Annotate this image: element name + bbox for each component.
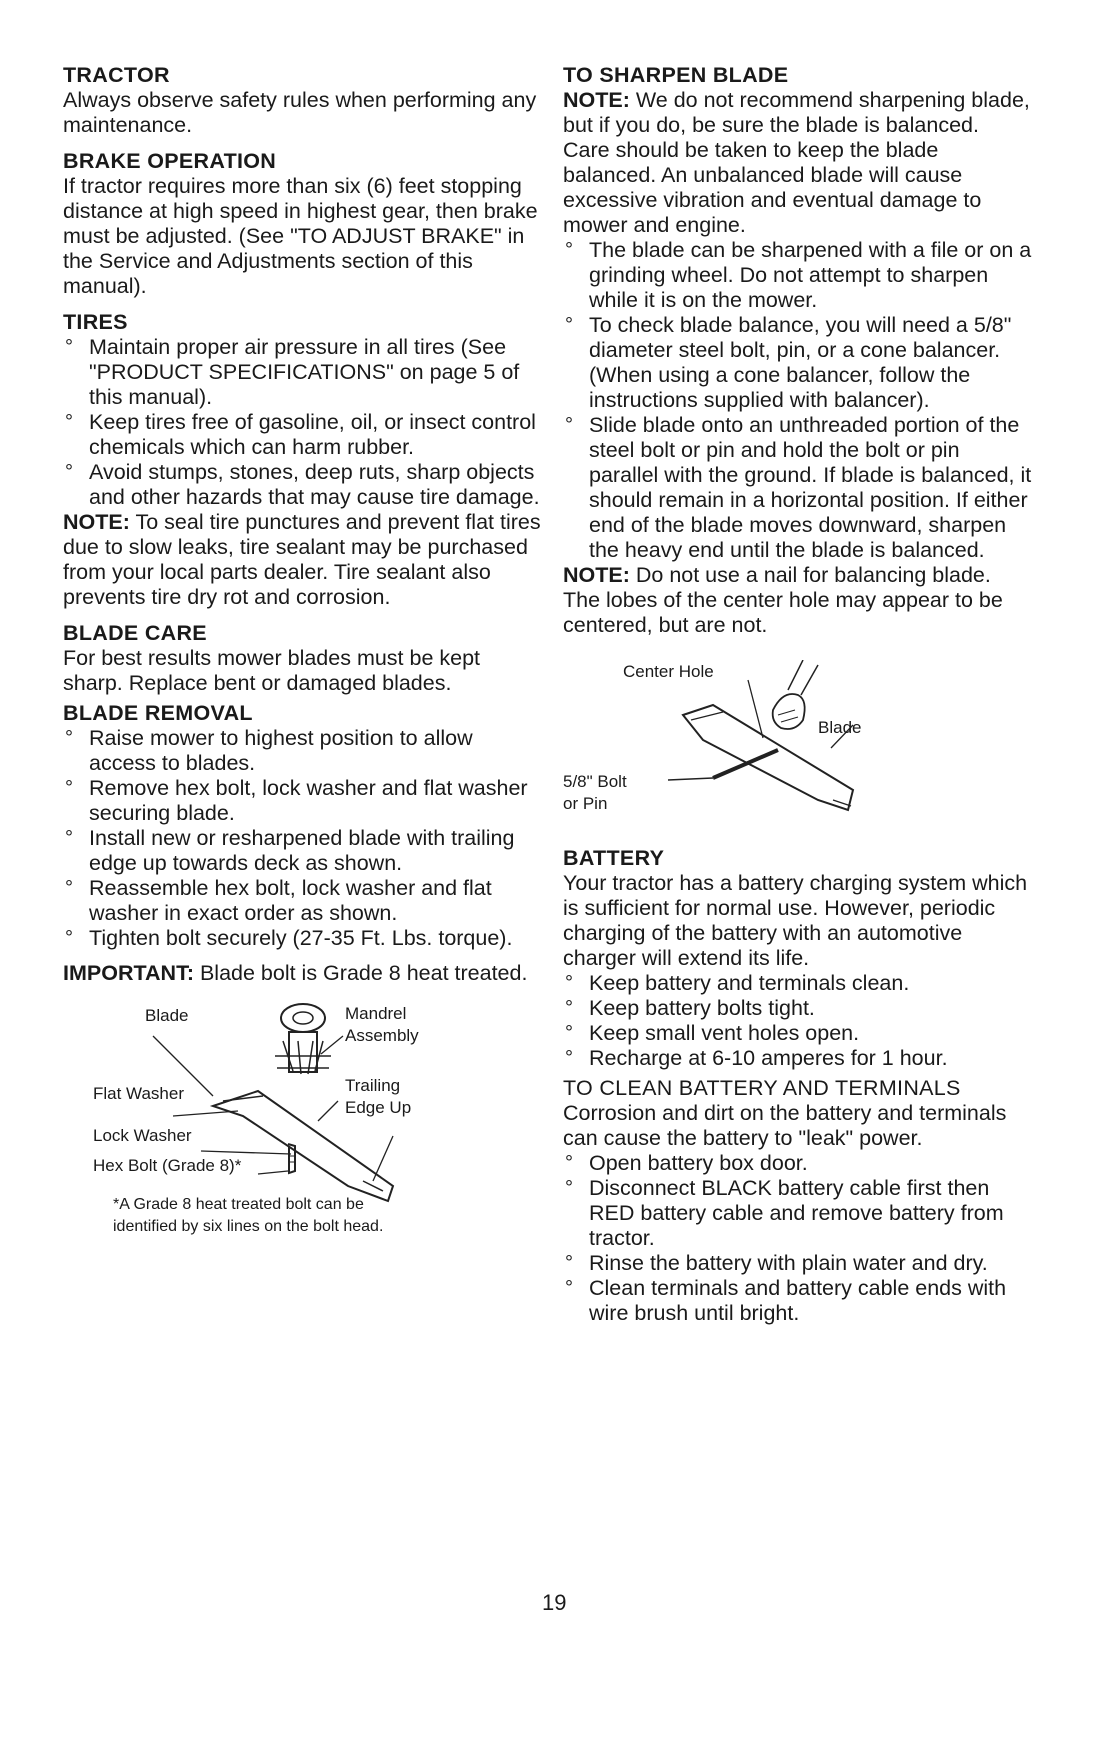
page-number: 19	[542, 1590, 567, 1615]
sharpen-text: Care should be taken to keep the blade balanced. An unbalanced blade will cause excessive vibration and eventual damage to mower and engine.	[563, 138, 982, 237]
list-item: ° The blade can be sharpened with a file or on a grinding wheel. Do not attempt to sharpen while it is on the mower.	[563, 238, 1033, 313]
list-item: ° Reassemble hex bolt, lock washer and flat washer in exact order as shown.	[63, 876, 543, 926]
heading-battery: BATTERY	[563, 846, 665, 870]
tractor-text: Always observe safety rules when performing any maintenance.	[63, 88, 537, 137]
list-item: ° Clean terminals and battery cable ends with wire brush until bright.	[563, 1276, 1033, 1326]
note-text: We do not recommend sharpening blade, but if you do, be sure the blade is balanced.	[563, 88, 1030, 137]
label-bolt: 5/8" Bolt	[563, 772, 627, 791]
caption-line-1: *A Grade 8 heat treated bolt can be	[113, 1196, 364, 1213]
section-tractor	[63, 62, 543, 138]
label-hex-bolt: Hex Bolt (Grade 8)*	[93, 1156, 242, 1175]
list-item: ° Rinse the battery with plain water and dry.	[563, 1251, 1033, 1276]
note-text: Do not use a nail for balancing blade. The lobes of the center hole may appear to be centered, but are not.	[563, 563, 1003, 637]
section-sharpen-blade	[563, 62, 1033, 638]
label-blade: Blade	[145, 1006, 189, 1025]
list-item: ° Recharge at 6-10 amperes for 1 hour.	[563, 1046, 1033, 1071]
section-blade-care	[63, 620, 543, 696]
left-column	[63, 62, 543, 1246]
label-assembly: Assembly	[345, 1026, 419, 1045]
section-brake-operation	[63, 148, 543, 299]
blade-assembly-figure	[63, 996, 543, 1246]
list-item: ° Avoid stumps, stones, deep ruts, sharp objects and other hazards that may cause tire damage.	[63, 460, 543, 510]
brake-text: If tractor requires more than six (6) feet stopping distance at high speed in highest gear, then brake must be adjusted. (See "TO ADJUST BRAKE" in the Service and Adjustments section of this manual).	[63, 174, 538, 298]
list-item: ° Remove hex bolt, lock washer and flat washer securing blade.	[63, 776, 543, 826]
tires-note	[63, 510, 543, 610]
list-item: ° Install new or resharpened blade with trailing edge up towards deck as shown.	[63, 826, 543, 876]
right-column	[563, 62, 1033, 1326]
list-item: ° Tighten bolt securely (27-35 Ft. Lbs. torque).	[63, 926, 543, 951]
heading-blade-removal: BLADE REMOVAL	[63, 701, 253, 725]
battery-text: Your tractor has a battery charging system which is sufficient for normal use. However, periodic charging of the battery with an automotive charger will extend its life.	[563, 871, 1028, 970]
clean-text: Corrosion and dirt on the battery and terminals can cause the battery to "leak" power.	[563, 1101, 1007, 1150]
label-edge-up: Edge Up	[345, 1098, 412, 1117]
list-item: ° Keep tires free of gasoline, oil, or insect control chemicals which can harm rubber.	[63, 410, 543, 460]
heading-clean-battery: TO CLEAN BATTERY AND TERMINALS	[563, 1076, 961, 1100]
list-item: ° Disconnect BLACK battery cable first then RED battery cable and remove battery from tractor.	[563, 1176, 1033, 1251]
blade-removal-list	[63, 726, 543, 951]
note-label: NOTE:	[563, 563, 630, 587]
list-item: ° Slide blade onto an unthreaded portion of the steel bolt or pin and hold the bolt or pin parallel with the ground. If blade is balanced, it should remain in a horizontal position. If either end of the blade moves downward, sharpen the heavy end until the blade is balanced.	[563, 413, 1033, 563]
blade-balance-illustration	[563, 660, 1033, 835]
heading-tires: TIRES	[63, 310, 128, 334]
clean-list	[563, 1151, 1033, 1326]
section-clean-battery	[563, 1075, 1033, 1326]
list-item: ° Keep battery and terminals clean.	[563, 971, 1033, 996]
label-flat-washer: Flat Washer	[93, 1084, 185, 1103]
label-or-pin: or Pin	[563, 794, 608, 813]
heading-brake-operation: BRAKE OPERATION	[63, 149, 277, 173]
heading-sharpen-blade: TO SHARPEN BLADE	[563, 63, 789, 87]
list-item: ° Maintain proper air pressure in all tires (See "PRODUCT SPECIFICATIONS" on page 5 of this manual).	[63, 335, 543, 410]
tires-list	[63, 335, 543, 510]
note-label: NOTE:	[563, 88, 630, 112]
heading-tractor: TRACTOR	[63, 63, 170, 87]
blade-balance-figure	[563, 660, 1033, 835]
list-item: ° Keep small vent holes open.	[563, 1021, 1033, 1046]
label-blade: Blade	[818, 718, 862, 737]
blade-care-text: For best results mower blades must be kept sharp. Replace bent or damaged blades.	[63, 646, 481, 695]
important-note	[63, 961, 543, 986]
list-item: ° Raise mower to highest position to allow access to blades.	[63, 726, 543, 776]
list-item: ° To check blade balance, you will need a 5/8" diameter steel bolt, pin, or a cone balancer. (When using a cone balancer, follow the instructions supplied with balancer).	[563, 313, 1033, 413]
note-label: NOTE:	[63, 510, 130, 534]
list-item: ° Open battery box door.	[563, 1151, 1033, 1176]
heading-blade-care: BLADE CARE	[63, 621, 207, 645]
note-text: To seal tire punctures and prevent flat tires due to slow leaks, tire sealant may be purchased from your local parts dealer. Tire sealant also prevents tire dry rot and corrosion.	[63, 510, 541, 609]
section-blade-removal	[63, 700, 543, 986]
section-tires	[63, 309, 543, 610]
section-battery	[563, 845, 1033, 1071]
figure-caption	[63, 1194, 383, 1238]
label-mandrel: Mandrel	[345, 1004, 407, 1023]
list-item: ° Keep battery bolts tight.	[563, 996, 1033, 1021]
label-center-hole: Center Hole	[623, 662, 714, 681]
important-text: Blade bolt is Grade 8 heat treated.	[193, 961, 528, 985]
battery-list	[563, 971, 1033, 1071]
label-trailing: Trailing	[345, 1076, 401, 1095]
important-label: IMPORTANT:	[63, 961, 194, 985]
sharpen-note-2	[563, 563, 1033, 638]
sharpen-note-1	[563, 88, 1033, 138]
sharpen-list	[563, 238, 1033, 563]
label-lock-washer: Lock Washer	[93, 1126, 192, 1145]
caption-line-2: identified by six lines on the bolt head.	[113, 1218, 384, 1235]
